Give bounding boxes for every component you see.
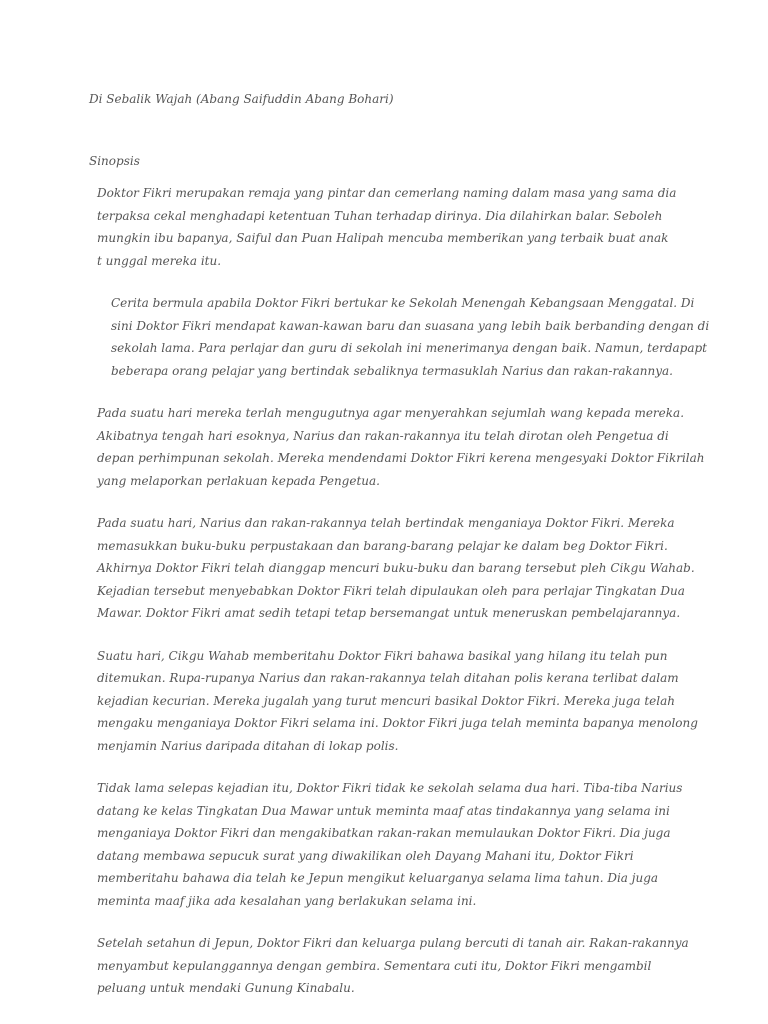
text-line: beberapa orang pelajar yang bertindak sebaliknya termasuklah Narius dan rakan-rakannya. xyxy=(111,363,673,378)
text-line: Tidak lama selepas kejadian itu, Doktor Fikri tidak ke sekolah selama dua hari. Tiba-tiba Narius xyxy=(97,781,683,795)
text-line: ditemukan. Rupa-rupanya Narius dan rakan-rakannya telah ditahan polis kerana terlibat dalam xyxy=(97,671,679,685)
text-line: mungkin ibu bapanya, Saiful dan Puan Halipah mencuba memberikan yang terbaik buat anak xyxy=(97,231,669,245)
paragraph xyxy=(89,777,689,912)
text-line: sekolah lama. Para perlajar dan guru di sekolah ini menerimanya dengan baik. Namun, terdapapt xyxy=(111,341,708,355)
text-line: Cerita bermula apabila Doktor Fikri bertukar ke Sekolah Menengah Kebangsaan Menggatal. Di xyxy=(111,296,695,310)
text-line: Pada suatu hari, Narius dan rakan-rakannya telah bertindak menganiaya Doktor Fikri. Mereka xyxy=(97,516,675,530)
text-line: yang melaporkan perlakuan kepada Pengetua. xyxy=(97,473,380,488)
text-line: datang ke kelas Tingkatan Dua Mawar untuk meminta maaf atas tindakannya yang selama ini xyxy=(97,803,670,818)
paragraph xyxy=(89,402,705,492)
text-line: Akibatnya tengah hari esoknya, Narius dan rakan-rakannya itu telah dirotan oleh Pengetua di xyxy=(97,428,669,443)
text-line: Setelah setahun di Jepun, Doktor Fikri dan keluarga pulang bercuti di tanah air. Rakan-rakannya xyxy=(97,936,689,950)
section-heading: Sinopsis xyxy=(89,154,140,168)
text-line: sini Doktor Fikri mendapat kawan-kawan baru dan suasana yang lebih baik berbanding dengan di xyxy=(111,318,710,333)
paragraph xyxy=(89,932,689,1000)
document-title: Di Sebalik Wajah (Abang Saifuddin Abang Bohari) xyxy=(89,92,394,106)
text-line: Mawar. Doktor Fikri amat sedih tetapi tetap bersemangat untuk meneruskan pembelajarannya. xyxy=(97,606,681,620)
text-line: menganiaya Doktor Fikri dan mengakibatkan rakan-rakan memulaukan Doktor Fikri. Dia juga xyxy=(97,826,671,840)
text-line: menyambut kepulanggannya dengan gembira. Sementara cuti itu, Doktor Fikri mengambil xyxy=(97,958,652,973)
text-line: Kejadian tersebut menyebabkan Doktor Fikri telah dipulaukan oleh para perlajar Tingkatan Dua xyxy=(97,583,685,598)
paragraph xyxy=(89,645,698,758)
text-line: peluang untuk mendaki Gunung Kinabalu. xyxy=(97,981,355,995)
text-line: menjamin Narius daripada ditahan di lokap polis. xyxy=(97,738,399,753)
paragraph xyxy=(89,182,689,272)
text-line: mengaku menganiaya Doktor Fikri selama ini. Doktor Fikri juga telah meminta bapanya menolong xyxy=(97,716,698,730)
text-line: kejadian kecurian. Mereka jugalah yang turut mencuri basikal Doktor Fikri. Mereka juga telah xyxy=(97,693,675,708)
document-body xyxy=(89,182,710,1020)
text-line: datang membawa sepucuk surat yang diwakilikan oleh Dayang Mahani itu, Doktor Fikri xyxy=(97,848,634,863)
text-line: Doktor Fikri merupakan remaja yang pintar dan cemerlang naming dalam masa yang sama dia xyxy=(97,186,677,200)
paragraph xyxy=(89,512,695,625)
text-line: meminta maaf jika ada kesalahan yang berlakukan selama ini. xyxy=(97,893,477,908)
text-line: Suatu hari, Cikgu Wahab memberitahu Doktor Fikri bahawa basikal yang hilang itu telah pun xyxy=(97,648,668,663)
text-line: Akhirnya Doktor Fikri telah dianggap mencuri buku-buku dan barang tersebut pleh Cikgu Wahab. xyxy=(97,561,695,575)
text-line: memberitahu bahawa dia telah ke Jepun mengikut keluarganya selama lima tahun. Dia juga xyxy=(97,871,659,885)
text-line: Pada suatu hari mereka terlah mengugutnya agar menyerahkan sejumlah wang kepada mereka. xyxy=(97,406,685,420)
text-line: memasukkan buku-buku perpustakaan dan barang-barang pelajar ke dalam beg Doktor Fikri. xyxy=(97,538,668,553)
text-line: t unggal mereka itu. xyxy=(97,253,222,268)
text-line: terpaksa cekal menghadapi ketentuan Tuhan terhadap dirinya. Dia dilahirkan balar. Seboleh xyxy=(97,208,663,223)
paragraph xyxy=(89,292,710,382)
text-line: depan perhimpunan sekolah. Mereka mendendami Doktor Fikri kerena mengesyaki Doktor Fikrilah xyxy=(97,451,705,465)
